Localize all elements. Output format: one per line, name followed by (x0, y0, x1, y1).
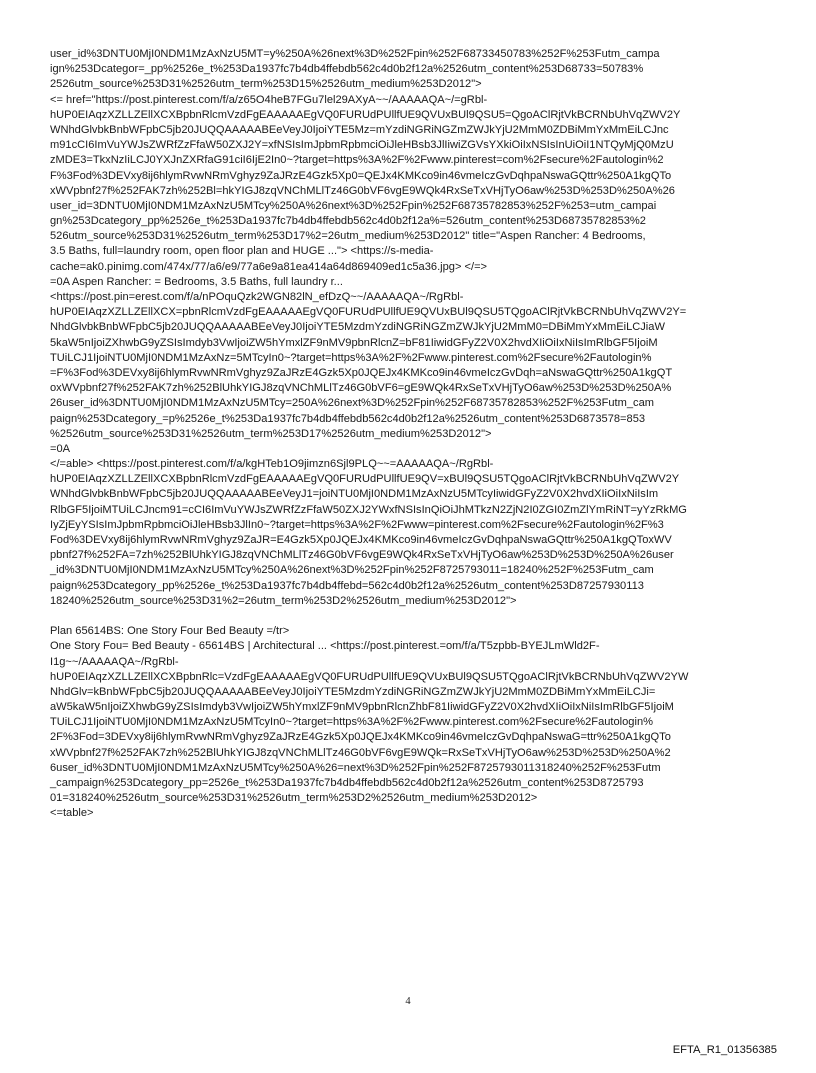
text-line: <https://post.pin=erest.com/f/a/nPOquQzk2WGN82lN_efDzQ~~/AAAAAQA~/RgRbl- (50, 291, 464, 303)
text-line: _campaign%253Dcategory_pp=2526e_t%253Da1937fc7b4db4ffebdb562c4d0b2f12a%2526utm_content%253D8725793 (50, 777, 644, 789)
text-line: TUiLCJ1IjoiNTU0MjI0NDM1MzAxNz=5MTcyIn0~?target=https%3A%2F%2Fwww.pinterest.com%2Fsecure%2Fautologin% (50, 351, 652, 364)
text-line: ign%253Dcategor=_pp%2526e_t%253Da1937fc7b4db4ffebdb562c4d0b2f12a%2526utm_content%253D68733=50783% (50, 63, 644, 76)
text-line: F%3Fod%3DEVxy8ij6hlymRvwNRmVghyz9ZaJRzE4Gzk5Xp0=QEJx4KMKco9in46vmeIczGvDqhpaNswaGQttr%250A1kgQTo (50, 169, 672, 182)
text-line: oxWVpbnf27f%252FAK7zh%252BlUhkYIGJ8zqVNChMLlTz46G0bVF6=gE9WQk4RxSeTxVHjTyO6aw%253D%253D%250A% (50, 382, 672, 395)
text-line: <=table> (50, 807, 94, 820)
text-line: 2F%3Fod=3DEVxy8ij6hlymRvwNRmVghyz9ZaJRzE4Gzk5Xp0JQEJx4KMKco9in46vmeIczGvDqhpaNswaG=ttr%250A1kgQTo (50, 731, 671, 744)
document-body (50, 47, 772, 822)
text-line: 2526utm_source%253D31%2526utm_term%253D15%2526utm_medium%253D2012"> (50, 78, 482, 91)
text-line: paign%253Dcategory_pp%2526e_t%253Da1937fc7b4db4ffebd=562c4d0b2f12a%2526utm_content%253D87257930113 (50, 579, 644, 592)
text-line: xWVpbnf27f%252FAK7zh%252Bl=hkYIGJ8zqVNChMLlTz46G0bVF6vgE9WQk4RxSeTxVHjTyO6aw%253D%253D%250A%26 (50, 184, 675, 197)
text-line: Fod%3DEVxy8ij6hlymRvwNRmVghyz9ZaJR=E4Gzk5Xp0JQEJx4KMKco9in46vmeIczGvDqhpaNswaGQttr%250A1kgQToxWV (50, 534, 672, 546)
page-number: 4 (405, 996, 411, 1007)
text-line: Plan 65614BS: One Story Four Bed Beauty =/tr> (50, 625, 290, 638)
text-line: 01=318240%2526utm_source%253D31%2526utm_term%253D2%2526utm_medium%253D2012> (50, 792, 538, 805)
text-line: WNhdGlvbkBnbWFpbC5jb20JUQQAAAAABEeVeyJ0IjoiYTE5Mz=mYzdiNGRiNGZmZWJkYjU2MmM0ZDBiMmYxMmEiLCJnc (50, 123, 669, 136)
text-line: hUP0EIAqzXZLLZEllXCX=pbnRlcmVzdFgEAAAAAEgVQ0FURUdPUllfUE9QVUxBUl9QSU5TQgoAClRjtVkBCRNbUhVqZWV2Y= (50, 306, 687, 319)
text-line: _id%3DNTU0MjI0NDM1MzAxNzU5MTcy%250A%26next%3D%252Fpin%252F8725793011=18240%252F%253Futm_cam (50, 564, 654, 577)
text-line: 6user_id%3DNTU0MjI0NDM1MzAxNzU5MTcy%250A%26=next%3D%252Fpin%252F8725793011318240%252F%253Futm (50, 761, 661, 774)
text-line: I1g~~/AAAAAQA~/RgRbl- (50, 655, 179, 668)
text-line: TUiLCJ1IjoiNTU0MjI0NDM1MzAxNzU5MTcyIn0~?target=https%3A%2F%2Fwww.pinterest.com%2Fsecure%2Fautologin% (50, 716, 653, 729)
text-line: 5kaW5nIjoiZXhwbG9yZSIsImdyb3VwIjoiZW5hYmxlZF9nMV9pbnRlcnZ=bF81IiwidGFyZ2V0X2hvdXIiOiIxNiIsImRlbGF5IjoiM (50, 336, 658, 349)
text-line: aW5kaW5nIjoiZXhwbG9yZSIsImdyb3VwIjoiZW5hYmxlZF9nMV9pbnRlcnZhbF81IiwidGFyZ2V0X2hvdXIiOiIxNiIsImRlbGF5IjoiM (50, 701, 674, 714)
text-line: </=able> <https://post.pinterest.com/f/a/kgHTeb1O9jimzn6Sjl9PLQ~~=AAAAAQA~/RgRbl- (50, 458, 494, 471)
text-line: <= href="https://post.pinterest.com/f/a/z65O4heB7FGu7lel29AXyA~~/AAAAAQA~/=gRbl- (50, 93, 488, 106)
text-line: WNhdGlvbkBnbWFpbC5jb20JUQQAAAAABEeVeyJ1=joiNTU0MjI0NDM1MzAxNzU5MTcyIiwidGFyZ2V0X2hvdXIiOiIxNiIsIm (50, 488, 659, 501)
text-line: NhdGlvbkBnbWFpbC5jb20JUQQAAAAABEeVeyJ0IjoiYTE5MzdmYzdiNGRiNGZmZWJkYjU2MmM0=DBiMmYxMmEiLCJiaW (50, 321, 665, 334)
text-line: RlbGF5IjoiMTUiLCJncm91=cCI6ImVuYWJsZWRfZzFfaW50ZXJ2YWxfNSIsInQiOiJhMTkzN2ZjN2I0ZGI0ZmZlYmRiNT=yYzRkMG (50, 503, 687, 516)
text-line: pbnf27f%252FA=7zh%252BlUhkYIGJ8zqVNChMLlTz46G0bVF6vgE9WQk4RxSeTxVHjTyO6aw%253D%253D%250A%26user (50, 549, 674, 562)
text-line: 526utm_source%253D31%2526utm_term%253D17%2=26utm_medium%253D2012" title="Aspen Rancher: 4 Bedrooms, (50, 230, 646, 243)
document-id: EFTA_R1_01356385 (672, 1044, 777, 1056)
text-line: m91cCI6ImVuYWJsZWRfZzFfaW50ZXJ2Y=xfNSIsImJpbmRpbmciOiJleHBsb3JlIiwiZGVsYXkiOiIxNSIsInUiOiI1NTQyMjQ0MzU (50, 139, 674, 152)
text-line: cache=ak0.pinimg.com/474x/77/a6/e9/77a6e9a81ea414a64d869409ed1c5a36.jpg> </=> (50, 260, 488, 273)
text-line: hUP0EIAqzXZLLZEllXCXBpbnRlc=VzdFgEAAAAAEgVQ0FURUdPUllfUE9QVUxBUl9QSU5TQgoAClRjtVkBCRNbUhVqZWV2YW (50, 670, 689, 683)
text-line: =0A (50, 442, 71, 455)
text-line: NhdGlv=kBnbWFpbC5jb20JUQQAAAAABEeVeyJ0IjoiYTE5MzdmYzdiNGRiNGZmZWJkYjU2MmM0ZDBiMmYxMmEiLCJi= (50, 685, 656, 698)
text-line: gn%253Dcategory_pp%2526e_t%253Da1937fc7b4db4ffebdb562c4d0b2f12a%=526utm_content%253D68735782853%2 (50, 215, 646, 228)
text-line: paign%253Dcategory_=p%2526e_t%253Da1937fc7b4db4ffebdb562c4d0b2f12a%2526utm_content%253D6873578=853 (50, 412, 646, 425)
text-line: user_id=3DNTU0MjI0NDM1MzAxNzU5MTcy%250A%26next%3D%252Fpin%252F68735782853%252F%253=utm_campai (50, 199, 657, 212)
text-line: 26user_id%3DNTU0MjI0NDM1MzAxNzU5MTcy=250A%26next%3D%252Fpin%252F68735782853%252F%253Futm_cam (50, 397, 654, 410)
text-line: IyZjEyYSIsImJpbmRpbmciOiJleHBsb3JlIn0~?target=https%3A%2F%2Fwww=pinterest.com%2Fsecure%2Fautologin%2F%3 (50, 518, 664, 531)
text-line: =0A Aspen Rancher: = Bedrooms, 3.5 Baths, full laundry r... (50, 275, 343, 288)
text-line: 3.5 Baths, full=laundry room, open floor plan and HUGE ..."> <https://s-media- (50, 245, 434, 258)
text-line (50, 609, 772, 624)
text-line: hUP0EIAqzXZLLZEllXCXBpbnRlcmVzdFgEAAAAAEgVQ0FURUdPUllfUE9QV=xBUl9QSU5TQgoAClRjtVkBCRNbUhVqZWV2Y (50, 473, 680, 486)
text-line: user_id%3DNTU0MjI0NDM1MzAxNzU5MT=y%250A%26next%3D%252Fpin%252F68733450783%252F%253Futm_campa (50, 48, 660, 60)
text-line: %2526utm_source%253D31%2526utm_term%253D17%2526utm_medium%253D2012"> (50, 427, 492, 440)
text-line: hUP0EIAqzXZLLZEllXCXBpbnRlcmVzdFgEAAAAAEgVQ0FURUdPUllfUE9QVUxBUl9QSU5=QgoAClRjtVkBCRNbUhVqZWV2Y (50, 108, 681, 121)
text-line: zMDE3=TkxNzIiLCJ0YXJnZXRfaG91ciI6IjE2In0~?target=https%3A%2F%2Fwww.pinterest=com%2Fsecure%2Fautologin%2 (50, 154, 664, 167)
text-line: One Story Fou= Bed Beauty - 65614BS | Architectural ... <https://post.pinterest.=om/f/a/T5zpbb-BYEJLmWld2F- (50, 640, 600, 653)
text-line: 18240%2526utm_source%253D31%2=26utm_term%253D2%2526utm_medium%253D2012"> (50, 594, 517, 607)
text-line: xWVpbnf27f%252FAK7zh%252BlUhkYIGJ8zqVNChMLlTz46G0bVF6vgE9WQk=RxSeTxVHjTyO6aw%253D%253D%250A%2 (50, 746, 671, 759)
text-line: =F%3Fod%3DEVxy8ij6hlymRvwNRmVghyz9ZaJRzE4Gzk5Xp0JQEJx4KMKco9in46vmeIczGvDqh=aNswaGQttr%250A1kgQT (50, 366, 673, 379)
